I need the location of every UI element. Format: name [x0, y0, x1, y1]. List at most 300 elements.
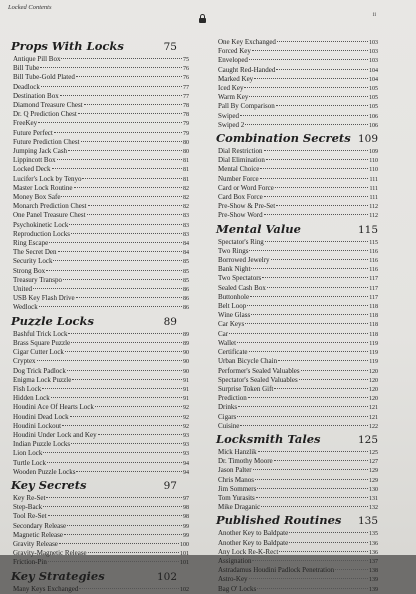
dot-leader: [52, 168, 182, 169]
dot-leader: [261, 506, 368, 507]
toc-entry-page: 101: [180, 551, 189, 558]
toc-entry-page: 94: [183, 460, 189, 467]
toc-entry-label: Certificate: [218, 348, 248, 357]
toc-entry: [13, 156, 189, 165]
toc-entry: [13, 367, 189, 376]
dot-leader: [84, 104, 182, 105]
toc-entry: [13, 459, 189, 468]
toc-entry: [218, 557, 378, 566]
dot-leader: [265, 241, 368, 242]
dot-leader: [48, 515, 182, 516]
toc-entry-page: 118: [369, 313, 378, 320]
dot-leader: [57, 159, 182, 160]
toc-entry-page: 103: [369, 40, 378, 46]
toc-entry-page: 99: [183, 523, 189, 530]
dot-leader: [264, 196, 369, 197]
toc-entry: [218, 566, 378, 575]
toc-entry-page: 139: [369, 577, 378, 584]
toc-entry: [13, 92, 189, 101]
toc-entry-page: 120: [369, 386, 378, 393]
toc-entry: [218, 302, 378, 311]
toc-entry-label: Reproduction Locks: [13, 229, 70, 238]
toc-entry-label: Dial Restriction: [218, 147, 263, 156]
dot-leader: [301, 370, 368, 371]
toc-entry: [13, 55, 189, 64]
toc-entry-page: 130: [369, 486, 378, 493]
toc-entry-page: 119: [369, 359, 378, 366]
toc-entry: [218, 84, 378, 93]
toc-entry-page: 112: [369, 204, 378, 211]
toc-entry-page: 86: [183, 296, 189, 303]
toc-entry-list: [216, 238, 378, 431]
toc-entry-page: 106: [369, 122, 378, 129]
dot-leader: [260, 178, 369, 179]
dot-leader: [79, 588, 179, 589]
toc-entry-page: 101: [180, 560, 189, 567]
toc-entry-page: 111: [369, 176, 378, 183]
dot-leader: [47, 462, 182, 463]
toc-entry: [218, 403, 378, 412]
dot-leader: [260, 168, 368, 169]
toc-entry-label: Car Keys: [218, 320, 245, 329]
dot-leader: [237, 416, 368, 417]
toc-entry: [13, 431, 189, 440]
toc-entry-label: Key Re-Set: [13, 493, 46, 502]
toc-entry: [218, 466, 378, 475]
dot-leader: [251, 268, 368, 269]
dot-leader: [88, 205, 183, 206]
toc-entry-page: 81: [183, 176, 189, 183]
toc-entry-label: Drinks: [218, 403, 238, 412]
toc-entry-page: 100: [180, 541, 189, 548]
toc-entry: [13, 147, 189, 156]
toc-entry-label: Psychokinetic Lock: [13, 220, 69, 229]
toc-entry-label: Borrowed Jewelry: [218, 256, 270, 265]
toc-entry-page: 129: [369, 468, 378, 475]
toc-entry-label: Tool Re-Set: [13, 512, 47, 521]
toc-entry: [13, 101, 189, 110]
toc-entry-label: Pre-Show & Pre-Set: [218, 202, 276, 211]
toc-entry: [13, 239, 189, 248]
dot-leader: [71, 443, 182, 444]
toc-entry-label: Iced Key: [218, 84, 244, 93]
toc-entry-list: [11, 55, 189, 313]
dot-leader: [61, 58, 182, 59]
dot-leader: [78, 113, 182, 114]
section-heading-props-with-locks: [11, 40, 189, 54]
toc-entry-label: Wedlock: [13, 303, 38, 312]
section-heading-combination-secrets: [216, 132, 378, 146]
toc-entry: [218, 193, 378, 202]
toc-entry: [218, 385, 378, 394]
toc-entry-page: 77: [183, 93, 189, 100]
section-heading-published-routines: [216, 514, 378, 528]
toc-entry: [218, 47, 378, 56]
dot-leader: [54, 132, 182, 133]
toc-entry-label: Antique Pill Box: [13, 55, 61, 63]
section-page-number: 89: [163, 315, 177, 328]
toc-entry: [218, 284, 378, 293]
toc-entry-label: Jumping Jack Cash: [13, 147, 68, 156]
dot-leader: [252, 50, 368, 51]
toc-entry: [218, 211, 378, 220]
toc-entry-page: 91: [183, 396, 189, 403]
toc-entry-label: Secondary Release: [13, 521, 67, 530]
toc-entry-label: Mental Choice: [218, 165, 260, 174]
toc-entry-page: 82: [183, 195, 189, 202]
toc-entry-label: Pre-Show Word: [218, 211, 263, 220]
toc-entry-label: Cigar Cutter Lock: [13, 348, 64, 357]
toc-entry-label: Two Spectators: [218, 274, 262, 283]
dot-leader: [74, 187, 183, 188]
dot-leader: [248, 397, 368, 398]
toc-entry-label: Swiped: [218, 111, 239, 120]
dot-leader: [37, 360, 182, 361]
dot-leader: [275, 187, 369, 188]
toc-entry-page: 80: [183, 139, 189, 146]
toc-entry: [13, 294, 189, 303]
dot-leader: [95, 406, 182, 407]
dot-leader: [67, 370, 182, 371]
toc-entry: [218, 339, 378, 348]
toc-entry-page: 105: [369, 104, 378, 111]
toc-entry: [218, 75, 378, 84]
dot-leader: [69, 224, 182, 225]
toc-entry-label: Enigma Lock Puzzle: [13, 375, 72, 384]
toc-entry: [218, 394, 378, 403]
toc-entry: [13, 522, 189, 531]
dot-leader: [251, 314, 368, 315]
toc-entry-list: [216, 448, 378, 512]
toc-entry-label: Two Rings: [218, 246, 249, 255]
toc-entry-label: Warm Key: [218, 93, 249, 102]
toc-entry: [13, 221, 189, 230]
section-title: Mental Value: [216, 221, 301, 236]
toc-entry-label: FreeKey: [13, 119, 38, 128]
toc-entry-page: 121: [369, 414, 378, 421]
dot-leader: [256, 497, 368, 498]
toc-entry: [13, 531, 189, 540]
toc-entry-page: 75: [183, 57, 189, 63]
toc-entry-page: 110: [369, 167, 378, 174]
running-title: Locked Contents: [8, 4, 52, 11]
toc-entry-label: Number Force: [218, 174, 259, 183]
toc-entry-list: [11, 330, 189, 477]
dot-leader: [61, 196, 182, 197]
toc-entry-label: Bill Tube-Gold Plated: [13, 73, 75, 82]
toc-entry-page: 119: [369, 340, 378, 347]
toc-entry-page: 83: [183, 213, 189, 220]
dot-leader: [267, 287, 368, 288]
toc-entry-page: 106: [369, 113, 378, 120]
dot-leader: [33, 288, 182, 289]
toc-entry: [13, 73, 189, 82]
dot-leader: [81, 141, 183, 142]
dot-leader: [276, 105, 368, 106]
toc-entry-page: 121: [369, 405, 378, 412]
toc-entry-page: 91: [183, 386, 189, 393]
toc-entry: [218, 265, 378, 274]
toc-entry: [218, 448, 378, 457]
toc-entry-label: Houdini Ace Of Hearts Lock: [13, 403, 94, 412]
toc-entry-label: Swiped 2: [218, 120, 245, 129]
toc-entry-label: Dog Trick Padlock: [13, 366, 66, 375]
toc-entry-page: 116: [369, 267, 378, 274]
toc-entry-page: 104: [369, 67, 378, 74]
toc-entry-page: 98: [183, 514, 189, 521]
toc-entry-page: 78: [183, 103, 189, 110]
toc-entry-label: Master Lock Routine: [13, 183, 73, 192]
toc-entry: [218, 66, 378, 75]
toc-entry-label: Card Box Force: [218, 193, 263, 202]
toc-entry-label: Treasury Transpo: [13, 275, 62, 284]
toc-entry-label: Cuisine: [218, 421, 240, 430]
toc-entry: [218, 539, 378, 548]
toc-entry-page: 111: [369, 195, 378, 202]
dot-leader: [38, 122, 182, 123]
section-title: Props With Locks: [11, 39, 124, 53]
toc-entry-page: 122: [369, 423, 378, 430]
toc-entry-label: Fish Lock: [13, 384, 42, 393]
toc-entry: [218, 485, 378, 494]
toc-entry-page: 81: [183, 158, 189, 165]
section-page-number: 75: [163, 41, 177, 53]
toc-entry-label: Lippincott Box: [13, 156, 56, 165]
dot-leader: [63, 279, 182, 280]
toc-entry-page: 79: [183, 121, 189, 128]
toc-entry-page: 92: [183, 423, 189, 430]
dot-leader: [245, 323, 368, 324]
dot-leader: [68, 150, 182, 151]
toc-entry-page: 118: [369, 304, 378, 311]
toc-entry-label: Destination Box: [13, 91, 59, 100]
dot-leader: [65, 351, 182, 352]
toc-entry-page: 110: [369, 158, 378, 165]
section-page-number: 135: [357, 515, 378, 528]
toc-entry-page: 81: [183, 167, 189, 174]
toc-entry-page: 115: [369, 239, 378, 246]
section-heading-key-secrets: [11, 479, 189, 493]
toc-entry-page: 136: [369, 549, 378, 556]
toc-entry-page: 90: [183, 350, 189, 357]
toc-entry: [13, 348, 189, 357]
toc-entry-page: 117: [369, 276, 378, 283]
section-title: Key Strategies: [11, 568, 105, 583]
dot-leader: [264, 150, 368, 151]
dot-leader: [64, 534, 182, 535]
toc-entry-label: Future Prediction Chest: [13, 137, 80, 146]
toc-entry-label: Enveloped: [218, 56, 248, 65]
toc-entry-label: Car: [218, 329, 229, 338]
toc-entry: [13, 64, 189, 73]
dot-leader: [271, 259, 369, 260]
toc-entry-page: 129: [369, 477, 378, 484]
dot-leader: [257, 588, 368, 589]
toc-entry-label: Pall By Comparison: [218, 102, 275, 111]
toc-entry-label: USB Key Flash Drive: [13, 294, 75, 303]
section-page-number: 115: [357, 223, 378, 236]
toc-entry-label: Hidden Lock: [13, 394, 50, 403]
toc-entry: [218, 548, 378, 557]
toc-entry: [218, 585, 378, 594]
toc-entry: [13, 165, 189, 174]
toc-entry: [13, 138, 189, 147]
toc-entry-page: 138: [369, 568, 378, 575]
toc-entry-label: Another Key to Baldpate: [218, 529, 289, 538]
toc-entry-label: Astro-Key: [218, 575, 248, 584]
dot-leader: [289, 542, 368, 543]
dot-leader: [82, 178, 182, 179]
section-title: Published Routines: [216, 513, 342, 528]
toc-entry-page: 116: [369, 258, 378, 265]
toc-entry: [218, 357, 378, 366]
toc-entry-label: Bag O' Locks: [218, 584, 257, 593]
dot-leader: [245, 124, 368, 125]
toc-entry-label: Gravity Release: [13, 539, 58, 548]
dot-leader: [41, 86, 182, 87]
toc-entry: [218, 156, 378, 165]
toc-entry: [13, 540, 189, 549]
dot-leader: [262, 277, 368, 278]
toc-entry-label: Wooden Puzzle Locks: [13, 467, 76, 476]
dot-leader: [42, 388, 182, 389]
toc-entry-page: 116: [369, 248, 378, 255]
toc-entry-label: Belt Loop: [218, 302, 247, 311]
toc-entry: [13, 184, 189, 193]
dot-leader: [76, 471, 182, 472]
toc-entry-label: Ring Escape: [13, 239, 49, 248]
dot-leader: [254, 78, 368, 79]
dot-leader: [274, 460, 368, 461]
dot-leader: [249, 96, 368, 97]
dot-leader: [59, 543, 179, 544]
toc-entry-page: 119: [369, 350, 378, 357]
toc-entry: [13, 175, 189, 184]
toc-entry-label: Urban Bicycle Chain: [218, 357, 278, 366]
dot-leader: [98, 434, 182, 435]
toc-entry-page: 84: [183, 241, 189, 248]
toc-entry: [218, 274, 378, 283]
section-page-number: 97: [163, 479, 177, 492]
toc-entry: [13, 303, 189, 312]
toc-entry-page: 85: [183, 259, 189, 266]
section-page-number: 125: [357, 433, 378, 446]
toc-entry-label: Houdini Lockout: [13, 421, 62, 430]
dot-leader: [60, 95, 182, 96]
toc-entry-page: 112: [369, 213, 378, 220]
toc-entry-page: 86: [183, 287, 189, 294]
toc-entry-label: Spectator's Ring: [218, 237, 264, 246]
toc-entry-page: 83: [183, 222, 189, 229]
toc-entry: [13, 394, 189, 403]
dot-leader: [40, 67, 182, 68]
toc-entry-page: 111: [369, 185, 378, 192]
dot-leader: [250, 296, 368, 297]
toc-entry-page: 92: [183, 414, 189, 421]
dot-leader: [266, 159, 368, 160]
toc-entry-label: Brass Square Puzzle: [13, 338, 71, 347]
page-number: ii: [372, 12, 376, 18]
dot-leader: [247, 305, 368, 306]
toc-entry-label: Forced Key: [218, 47, 251, 56]
toc-entry: [218, 348, 378, 357]
toc-entry-list: [11, 585, 189, 594]
toc-entry-page: 92: [183, 405, 189, 412]
toc-entry-label: Houdini Under Lock and Key: [13, 430, 97, 439]
toc-entry-label: Wine Glass: [218, 311, 251, 320]
dot-leader: [67, 525, 182, 526]
toc-entry-page: 104: [369, 76, 378, 83]
toc-entry-page: 93: [183, 442, 189, 449]
toc-entry-label: Diamond Treasure Chest: [13, 101, 83, 110]
toc-entry-label: The Secret Den: [13, 248, 57, 257]
toc-entry-label: Gravity-Magnetic Release: [13, 549, 87, 558]
toc-entry-label: Dr. Timothy Moore: [218, 457, 273, 466]
section-title: Combination Secrets: [216, 131, 351, 146]
toc-entry: [13, 357, 189, 366]
toc-entry: [13, 267, 189, 276]
dot-leader: [240, 425, 368, 426]
dot-leader: [46, 497, 182, 498]
toc-entry-page: 120: [369, 368, 378, 375]
toc-entry: [13, 585, 189, 594]
toc-entry-page: 105: [369, 95, 378, 102]
toc-entry: [13, 558, 189, 567]
toc-entry-page: 90: [183, 359, 189, 366]
toc-entry: [13, 385, 189, 394]
toc-entry-page: 118: [369, 331, 378, 338]
toc-entry-label: Cryptex: [13, 357, 36, 366]
dot-leader: [276, 205, 368, 206]
toc-entry: [13, 129, 189, 138]
section-title: Puzzle Locks: [11, 313, 94, 328]
toc-entry: [218, 38, 378, 47]
toc-entry-label: Lion Lock: [13, 449, 43, 458]
dot-leader: [277, 41, 368, 42]
toc-entry-page: 120: [369, 396, 378, 403]
toc-entry: [13, 403, 189, 412]
toc-entry-label: Performer's Sealed Valuables: [218, 366, 300, 375]
dot-leader: [43, 506, 182, 507]
toc-entry-label: Turtle Lock: [13, 458, 46, 467]
section-title: Locksmith Tales: [216, 431, 321, 446]
toc-entry-label: Cigars: [218, 412, 237, 421]
toc-entry-page: 78: [183, 112, 189, 119]
toc-entry: [218, 102, 378, 111]
toc-entry-page: 86: [183, 305, 189, 312]
toc-entry-label: Lucifer's Lock by Tenyo: [13, 174, 82, 183]
toc-entry: [13, 503, 189, 512]
toc-entry: [13, 193, 189, 202]
dot-leader: [279, 551, 368, 552]
toc-entry-page: 77: [183, 84, 189, 91]
toc-entry: [218, 413, 378, 422]
toc-entry: [218, 476, 378, 485]
dot-leader: [88, 552, 179, 553]
toc-entry: [13, 422, 189, 431]
section-heading-locksmith-tales: [216, 433, 378, 447]
toc-entry-label: Jim Sommers: [218, 484, 257, 493]
toc-entry-label: Another Key to Baldpate: [218, 538, 289, 547]
dot-leader: [48, 561, 179, 562]
toc-entry-label: Locked Deck: [13, 165, 51, 174]
toc-entry-page: 82: [183, 185, 189, 192]
toc-entry-label: Tom Yurasits: [218, 493, 255, 502]
toc-entry-label: One Panel Treasure Chest: [13, 211, 86, 220]
toc-entry-label: Spectator's Sealed Valuables: [218, 375, 298, 384]
toc-entry: [13, 413, 189, 422]
toc-entry-label: Bashful Trick Lock: [13, 329, 68, 338]
